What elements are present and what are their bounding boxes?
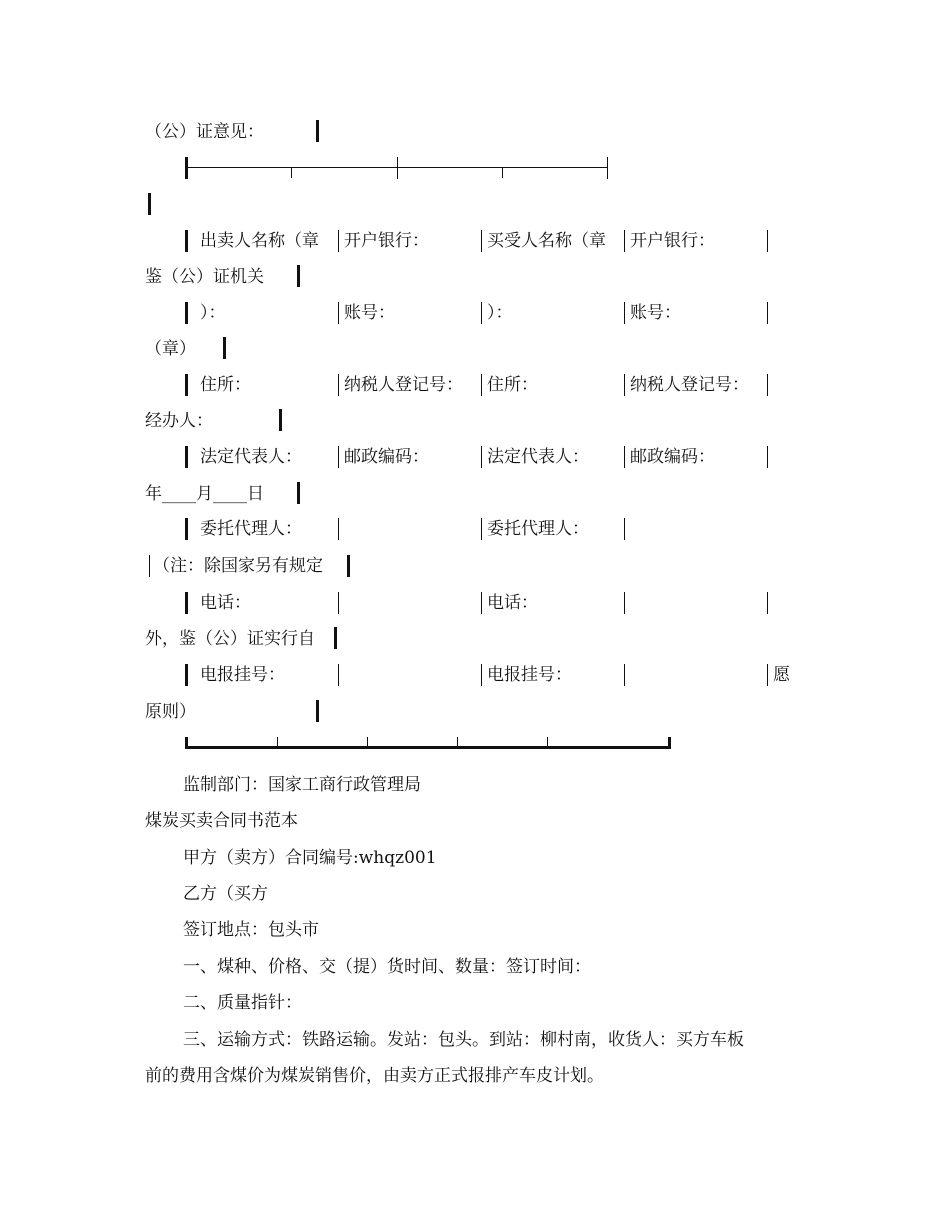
cell-divider (481, 446, 482, 468)
cell-divider (624, 302, 625, 324)
buyer-bank-label: 开户银行： (630, 231, 715, 251)
cell-divider (481, 592, 482, 614)
party-a-line: 甲方（卖方）合同编号:whqz001 (183, 848, 437, 868)
cell-divider (767, 446, 768, 468)
buyer-postcode-label: 邮政编码： (630, 447, 715, 467)
seal-close: ）： (200, 303, 226, 323)
buyer-legal-rep-label: 法定代表人： (487, 447, 589, 467)
cell-divider (338, 518, 339, 540)
rule-tick (457, 737, 458, 747)
cell-divider (767, 302, 768, 324)
signing-place: 签订地点：包头市 (183, 920, 319, 940)
seller-name-label: 出卖人名称（章 (200, 231, 319, 251)
supervisor-line: 监制部门：国家工商行政管理局 (183, 775, 421, 795)
form-border (316, 700, 319, 722)
form-border (185, 664, 188, 686)
cell-divider (338, 664, 339, 686)
form-border (316, 120, 319, 142)
clause-1: 一、煤种、价格、交（提）货时间、数量：签订时间： (183, 957, 591, 977)
cell-divider (481, 664, 482, 686)
rule-tick (397, 157, 398, 179)
seller-legal-rep-label: 法定代表人： (200, 447, 302, 467)
buyer-name-label: 买受人名称（章 (487, 231, 606, 251)
form-border (347, 555, 350, 577)
buyer-account-label: 账号： (630, 303, 681, 323)
form-border (185, 592, 188, 614)
form-border (185, 230, 188, 252)
note-text: 外，鉴（公）证实行自 (145, 629, 315, 649)
table-bottom-rule (185, 746, 671, 749)
cell-divider (481, 518, 482, 540)
seal-close: ）： (487, 303, 513, 323)
notary-office-label: 鉴（公）证机关 (145, 267, 264, 287)
buyer-address-label: 住所： (487, 375, 538, 395)
cell-divider (767, 374, 768, 396)
rule-tick (367, 737, 368, 747)
cell-divider (338, 592, 339, 614)
rule-tick (291, 167, 292, 178)
buyer-phone-label: 电话： (487, 593, 538, 613)
note-text: 原则） (145, 702, 196, 722)
document-title: 煤炭买卖合同书范本 (145, 811, 298, 831)
buyer-tax-id-label: 纳税人登记号： (630, 375, 749, 395)
form-border (668, 737, 671, 749)
cell-divider (624, 230, 625, 252)
cell-divider (624, 446, 625, 468)
rule-tick (277, 737, 278, 747)
cell-divider (481, 374, 482, 396)
seller-tax-id-label: 纳税人登记号： (344, 375, 463, 395)
cell-divider (624, 518, 625, 540)
seal-label: （章） (145, 339, 196, 359)
rule-tick (607, 157, 608, 179)
seller-bank-label: 开户银行： (344, 231, 429, 251)
cell-divider (338, 446, 339, 468)
clause-2: 二、质量指针： (183, 993, 302, 1013)
cell-divider (338, 230, 339, 252)
seller-account-label: 账号： (344, 303, 395, 323)
cell-divider (481, 302, 482, 324)
form-border (185, 157, 188, 179)
form-border (185, 302, 188, 324)
handler-label: 经办人： (145, 411, 213, 431)
clause-3-line-1: 三、运输方式：铁路运输。发站：包头。到站：柳村南，收货人：买方车板 (183, 1030, 744, 1050)
seller-phone-label: 电话： (200, 593, 251, 613)
seller-agent-label: 委托代理人： (200, 519, 302, 539)
cell-divider (624, 664, 625, 686)
form-border (223, 337, 226, 359)
cell-divider (338, 374, 339, 396)
form-border (185, 446, 188, 468)
cell-divider (149, 555, 150, 577)
form-border (279, 409, 282, 431)
note-text: 愿 (773, 665, 790, 685)
cell-divider (767, 664, 768, 686)
form-border (297, 482, 300, 504)
cell-divider (767, 230, 768, 252)
form-border (334, 627, 337, 649)
date-line: 年____月____日 (145, 484, 264, 504)
seller-postcode-label: 邮政编码： (344, 447, 429, 467)
party-b-line: 乙方（买方 (183, 884, 268, 904)
rule-tick (502, 167, 503, 178)
buyer-telegraph-label: 电报挂号： (487, 665, 572, 685)
seller-address-label: 住所： (200, 375, 251, 395)
form-border (185, 374, 188, 396)
cell-divider (624, 592, 625, 614)
cell-divider (481, 230, 482, 252)
form-border (297, 265, 300, 287)
cell-divider (624, 374, 625, 396)
seller-telegraph-label: 电报挂号： (200, 665, 285, 685)
notary-opinion-label: （公）证意见： (145, 122, 264, 142)
buyer-agent-label: 委托代理人： (487, 519, 589, 539)
form-border (185, 518, 188, 540)
clause-3-line-2: 前的费用含煤价为煤炭销售价，由卖方正式报排产车皮计划。 (145, 1066, 604, 1086)
form-border (148, 193, 151, 215)
cell-divider (767, 592, 768, 614)
note-text: （注：除国家另有规定 (153, 556, 323, 576)
cell-divider (338, 302, 339, 324)
rule-tick (547, 737, 548, 747)
